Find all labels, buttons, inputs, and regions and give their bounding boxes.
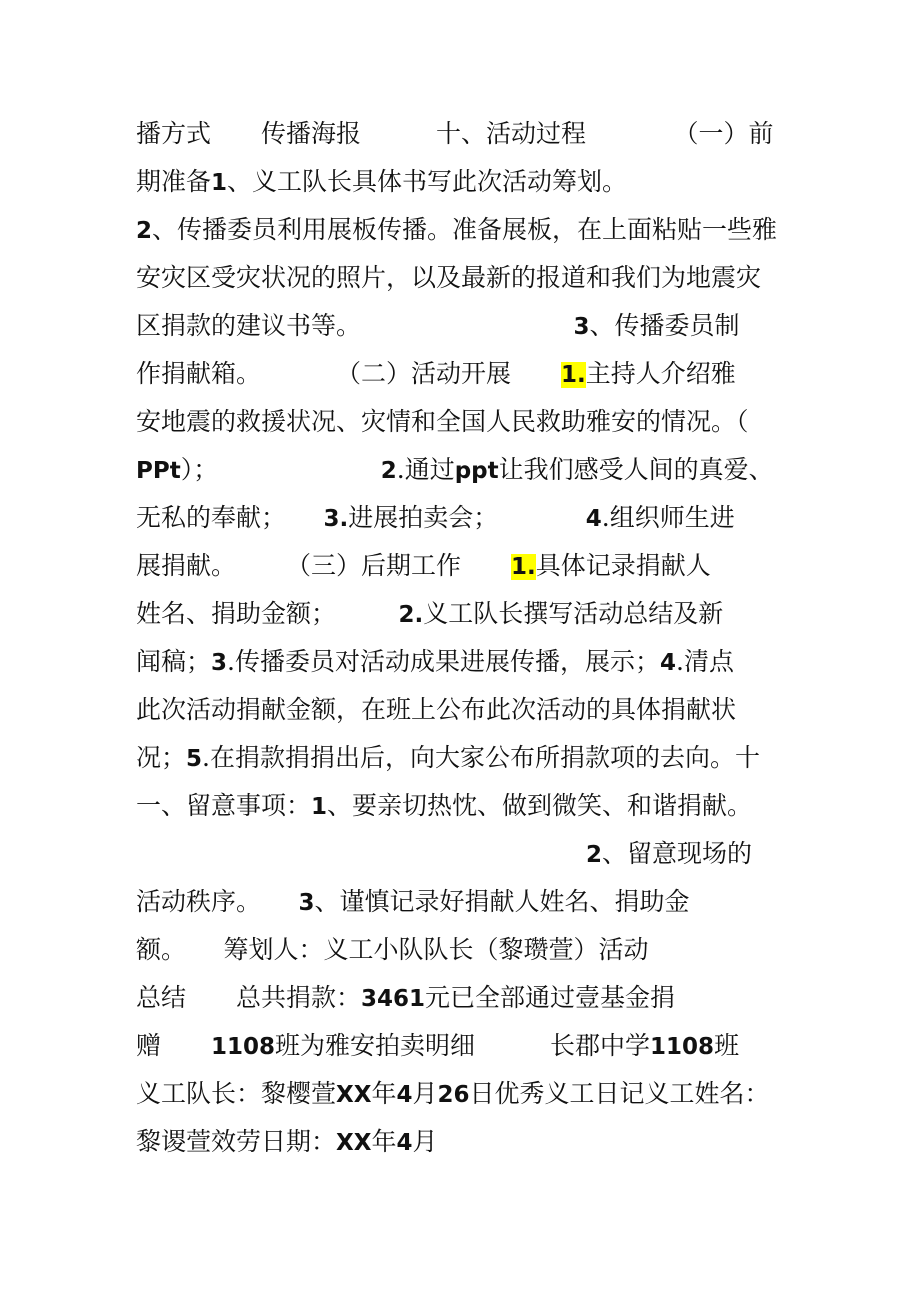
text-run: 班为雅安拍卖明细 长郡中学 <box>275 1031 651 1060</box>
bold-number: 1 <box>311 794 328 820</box>
text-run: 、传播委员利用展板传播。准备展板，在上面粘贴一些雅 <box>152 215 778 244</box>
bold-number: 3. <box>323 506 349 532</box>
text-run: 安地震的救援状况、灾情和全国人民救助雅安的情况。（ <box>136 407 749 436</box>
bold-number: 1 <box>211 170 228 196</box>
text-line <box>136 983 675 1013</box>
text-run: 、义工队长具体书写此次活动筹划。 <box>227 167 628 196</box>
text-run: 赠 <box>136 1031 212 1060</box>
text-line <box>136 1127 438 1157</box>
text-line <box>136 407 749 437</box>
text-line <box>136 599 723 629</box>
bold-number: 4 <box>396 1082 413 1108</box>
bold-number: PPt <box>136 458 181 484</box>
text-run: 此次活动捐献金额，在班上公布此次活动的具体捐献状 <box>136 695 737 724</box>
bold-number: 2. <box>398 602 424 628</box>
text-run: 让我们感受人间的真爱、 <box>498 455 774 484</box>
text-line <box>136 647 734 677</box>
bold-number: 26 <box>437 1082 470 1108</box>
bold-number: 1108 <box>650 1034 715 1060</box>
text-run: 、留意现场的 <box>602 839 753 868</box>
text-run: ）； <box>180 455 381 484</box>
text-run: 活动秩序。 <box>136 887 299 916</box>
text-run: 姓名、捐助金额； <box>136 599 399 628</box>
text-run: 播方式 传播海报 十、活动过程 （一）前 <box>136 119 774 148</box>
text-run: .通过 <box>396 455 455 484</box>
text-run <box>136 839 586 868</box>
text-line <box>136 167 627 197</box>
text-run: 、传播委员制 <box>589 311 740 340</box>
text-run: 无私的奉献； <box>136 503 324 532</box>
bold-number: 3461 <box>361 986 426 1012</box>
text-run: 展捐献。 （三）后期工作 <box>136 551 512 580</box>
text-run: 、谨慎记录好捐献人姓名、捐助金 <box>314 887 690 916</box>
text-line <box>136 791 752 821</box>
text-line <box>136 1079 770 1109</box>
text-run: 作捐献箱。 （二）活动开展 <box>136 359 562 388</box>
text-run: 日优秀义工日记义工姓名： <box>469 1079 770 1108</box>
highlighted-text: 1. <box>561 362 586 388</box>
text-run: 一、留意事项： <box>136 791 312 820</box>
highlighted-text: 1. <box>511 554 536 580</box>
text-line <box>136 1031 739 1061</box>
text-run: 、要亲切热忱、做到微笑、和谐捐献。 <box>327 791 753 820</box>
text-run: 义工队长撰写活动总结及新 <box>423 599 724 628</box>
text-run: 具体记录捐献人 <box>535 551 711 580</box>
bold-number: 2 <box>136 218 153 244</box>
text-run: 额。 筹划人：义工小队队长（黎瓒萱）活动 <box>136 935 649 964</box>
bold-number: 3 <box>211 650 228 676</box>
text-run: 总结 总共捐款： <box>136 983 362 1012</box>
text-line <box>136 743 760 773</box>
text-run: .组织师生进 <box>601 503 735 532</box>
text-run: 区捐款的建议书等。 <box>136 311 574 340</box>
bold-number: XX <box>336 1082 372 1108</box>
text-run: 年 <box>371 1079 397 1108</box>
text-line <box>136 551 711 581</box>
bold-number: XX <box>336 1130 372 1156</box>
text-run: 主持人介绍雅 <box>585 359 736 388</box>
text-run: 月 <box>412 1127 438 1156</box>
text-run: .传播委员对活动成果进展传播，展示； <box>227 647 660 676</box>
bold-number: 4 <box>396 1130 413 1156</box>
text-line <box>136 215 777 245</box>
text-line <box>136 455 774 485</box>
bold-number: 4 <box>585 506 602 532</box>
text-line <box>136 839 752 869</box>
text-run: 况； <box>136 743 187 772</box>
text-run: 元已全部通过壹基金捐 <box>425 983 676 1012</box>
bold-number: 5 <box>186 746 203 772</box>
text-run: .在捐款捐捐出后，向大家公布所捐款项的去向。十 <box>202 743 760 772</box>
bold-number: 3 <box>298 890 315 916</box>
bold-number: ppt <box>454 458 499 484</box>
text-run: 义工队长：黎樱萱 <box>136 1079 337 1108</box>
bold-number: 4 <box>659 650 676 676</box>
text-run: 进展拍卖会； <box>348 503 586 532</box>
bold-number: 1108 <box>211 1034 276 1060</box>
text-line <box>136 263 761 293</box>
text-run: 月 <box>412 1079 438 1108</box>
text-run: 期准备 <box>136 167 212 196</box>
bold-number: 2 <box>380 458 397 484</box>
text-run: 黎谡萱效劳日期： <box>136 1127 337 1156</box>
text-line <box>136 119 774 149</box>
text-run: .清点 <box>676 647 734 676</box>
text-run: 安灾区受灾状况的照片，以及最新的报道和我们为地震灾 <box>136 263 762 292</box>
bold-number: 2 <box>586 842 603 868</box>
text-run: 年 <box>371 1127 397 1156</box>
text-line <box>136 935 649 965</box>
text-line <box>136 887 690 917</box>
text-line <box>136 359 736 389</box>
text-run: 班 <box>714 1031 740 1060</box>
bold-number: 3 <box>573 314 590 340</box>
text-line <box>136 503 735 533</box>
text-line <box>136 695 736 725</box>
text-run: 闻稿； <box>136 647 212 676</box>
text-line <box>136 311 740 341</box>
